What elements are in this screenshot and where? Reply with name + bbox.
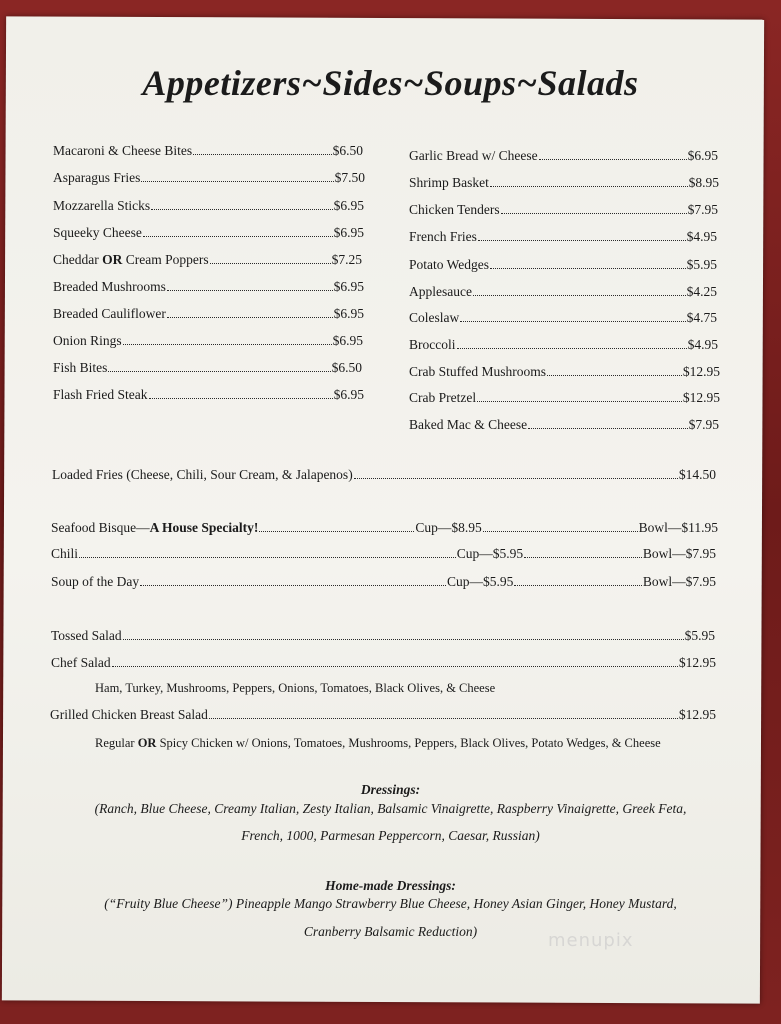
menu-title: Appetizers~Sides~Soups~Salads [142,63,639,103]
menu-item: Flash Fried Steak $6.95 [53,387,364,402]
menu-item-salad: Chef Salad $12.95 [51,655,716,670]
soup-row: Seafood Bisque—A House Specialty! Cup—$8.95 Bowl—$11.95 [51,520,719,535]
menu-item: Mozzarella Sticks $6.95 [53,198,364,213]
menu-item: Broccoli $4.95 [409,337,718,352]
menu-page [2,16,764,1003]
salad-description: Ham, Turkey, Mushrooms, Peppers, Onions, Tomatoes, Black Olives, & Cheese [95,681,496,695]
menu-item: Baked Mac & Cheese $7.95 [409,417,719,432]
menu-item: Asparagus Fries $7.50 [53,170,365,185]
dressings-list: (Ranch, Blue Cheese, Creamy Italian, Zesty Italian, Balsamic Vinaigrette, Raspberry Vinaigrette, Greek Feta, [94,801,687,816]
menu-item: Applesauce $4.25 [409,284,717,299]
menu-item: Coleslaw $4.75 [409,310,717,325]
dressings-list: French, 1000, Parmesan Peppercorn, Caesar, Russian) [241,828,540,843]
homemade-dressings-heading: Home-made Dressings: [325,878,456,893]
menu-item: Chicken Tenders $7.95 [409,202,718,217]
soup-row: Chili Cup—$5.95 Bowl—$7.95 [51,546,716,561]
watermark: menupix [548,930,634,951]
menu-item: Macaroni & Cheese Bites $6.50 [53,143,363,158]
menu-item: Crab Stuffed Mushrooms $12.95 [409,364,720,379]
menu-item: Shrimp Basket $8.95 [409,175,719,190]
menu-item-loaded-fries: Loaded Fries (Cheese, Chili, Sour Cream, & Jalapenos) $14.50 [52,467,716,482]
homemade-dressings-list: (“Fruity Blue Cheese”) Pineapple Mango Strawberry Blue Cheese, Honey Asian Ginger, Honey Mustard, [104,896,677,911]
dressings-heading: Dressings: [360,782,421,797]
menu-item: Potato Wedges $5.95 [409,257,717,272]
menu-item: Onion Rings $6.95 [53,333,363,348]
menu-item: Cheddar OR Cream Poppers $7.25 [53,252,362,267]
menu-item: Crab Pretzel $12.95 [409,390,720,405]
menu-item: Breaded Cauliflower $6.95 [53,306,364,321]
soup-row: Soup of the Day Cup—$5.95 Bowl—$7.95 [51,574,716,589]
menu-item: French Fries $4.95 [409,229,717,244]
salad-description: Regular OR Spicy Chicken w/ Onions, Tomatoes, Mushrooms, Peppers, Black Olives, Potato Wedges, & Cheese [95,736,661,750]
menu-item: Squeeky Cheese $6.95 [53,225,364,240]
menu-item: Garlic Bread w/ Cheese $6.95 [409,148,718,163]
homemade-dressings-list: Cranberry Balsamic Reduction) [303,924,478,939]
menu-item: Fish Bites $6.50 [53,360,362,375]
menu-item: Breaded Mushrooms $6.95 [53,279,364,294]
menu-item-salad: Tossed Salad $5.95 [51,628,715,643]
menu-item-salad: Grilled Chicken Breast Salad $12.95 [50,707,716,722]
